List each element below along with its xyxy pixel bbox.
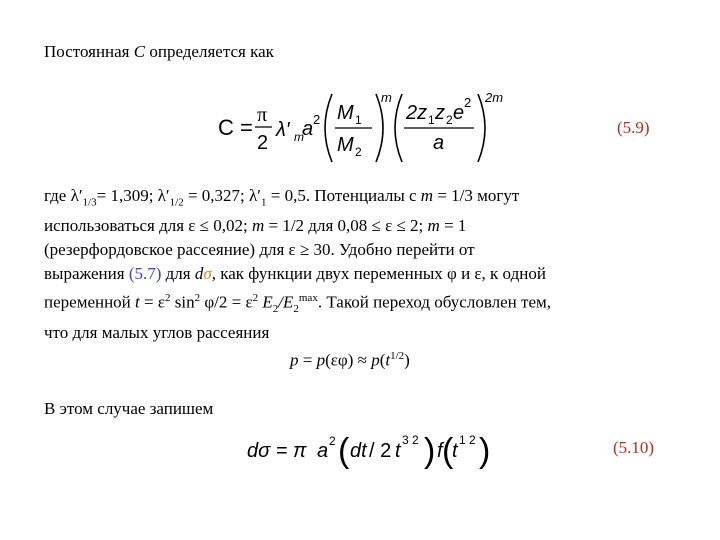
eq59-2m-exp: 2m bbox=[485, 90, 504, 105]
paragraph-line-6: что для малых углов рассеяния bbox=[44, 323, 270, 343]
eq59-z2-sub: 2 bbox=[446, 113, 453, 127]
paragraph-line-4 bbox=[44, 262, 684, 286]
eqp-p3: p bbox=[371, 350, 380, 370]
p5-E1: E bbox=[258, 293, 273, 313]
p4-sigma: σ bbox=[203, 264, 212, 284]
eqp-paren-open: ( bbox=[379, 350, 386, 370]
p5-sup-1: 2 bbox=[165, 292, 171, 305]
eq59-e-exp: 2 bbox=[464, 95, 472, 110]
eqp-exp: 1/2 bbox=[390, 350, 405, 362]
case-line: В этом случае запишем bbox=[44, 399, 214, 418]
p5-sup-3: 2 bbox=[252, 292, 259, 305]
eq59-m-exp: m bbox=[381, 90, 392, 105]
p5-text-1: переменной bbox=[44, 293, 136, 313]
p1-m: m bbox=[420, 186, 434, 205]
p4-text-1: выражения bbox=[44, 264, 129, 284]
p1-text-2: = 1,309; bbox=[96, 186, 158, 205]
eq59-paren-left-1 bbox=[325, 94, 332, 162]
eq59-e: e bbox=[453, 102, 465, 124]
eq510-t2: t bbox=[452, 440, 458, 462]
equation-5-9 bbox=[200, 86, 530, 164]
eq-number-5-9: (5.9) bbox=[617, 118, 650, 137]
eq59-pi: π bbox=[257, 104, 268, 126]
p2-m1: m bbox=[251, 216, 265, 236]
p2-text-2: = 1/2 для 0,08 ≤ ε ≤ 2; bbox=[264, 216, 428, 236]
eq510-t: t bbox=[395, 440, 401, 462]
p1-sub-2: 1/2 bbox=[169, 196, 184, 209]
p1-lambda-2: λ′ bbox=[157, 186, 170, 205]
p1-lambda-1: λ′ bbox=[70, 186, 83, 205]
eqp-p1: p bbox=[290, 350, 299, 370]
p1-text-4: = 0,5. Потенциалы с bbox=[266, 186, 421, 205]
p2-text-3: = 1 bbox=[439, 216, 467, 236]
eq59-2z: 2z bbox=[406, 102, 428, 124]
eq59-a-exp: 2 bbox=[313, 112, 321, 127]
eq59-paren-left-2 bbox=[395, 94, 402, 162]
eq59-lambda-sub: m bbox=[294, 130, 304, 144]
eq510-t2-exp: 1 2 bbox=[459, 433, 476, 447]
p5-sub-1: 2 bbox=[272, 303, 279, 316]
eq59-denom-a: a bbox=[433, 132, 445, 154]
equation-reference-link[interactable]: (5.7) bbox=[128, 264, 162, 284]
eq510-farg-close: ) bbox=[479, 432, 491, 470]
p5-text-3: sin bbox=[170, 293, 195, 313]
eq-number-5-10: (5.10) bbox=[613, 438, 655, 457]
eq59-paren-right-2 bbox=[478, 94, 485, 162]
eq510-paren-close: ) bbox=[424, 432, 436, 470]
heading-line bbox=[44, 40, 274, 64]
p5-text-4: φ/2 = ε bbox=[200, 293, 253, 313]
p5-text-5: . Такой переход обусловлен тем, bbox=[317, 293, 551, 313]
equation-p bbox=[290, 344, 410, 373]
main-paragraph bbox=[44, 184, 684, 345]
eqp-eq: = bbox=[298, 350, 317, 370]
p1-sub-3: 1 bbox=[260, 196, 267, 209]
p1-lambda-3: λ′ bbox=[249, 186, 261, 205]
eq510-a: a bbox=[317, 440, 329, 462]
paragraph-line-5 bbox=[44, 286, 684, 321]
eqp-t: t bbox=[385, 350, 391, 370]
paragraph-line-2 bbox=[44, 214, 684, 238]
eq510-lhs: dσ = π bbox=[247, 440, 307, 462]
p5-t: t bbox=[135, 293, 140, 313]
paragraph-line-3: (резерфордовское рассеяние) для ε ≥ 30. Удобно перейти от bbox=[44, 240, 475, 260]
eq59-M1-sub: 1 bbox=[355, 113, 362, 127]
p4-d: d bbox=[194, 264, 204, 284]
p1-text-3: = 0,327; bbox=[183, 186, 250, 205]
p5-E2: /E bbox=[278, 293, 294, 313]
p2-m2: m bbox=[427, 216, 440, 236]
paragraph-line-1 bbox=[44, 184, 684, 214]
p4-text-3: , как функции двух переменных φ и ε, к одной bbox=[211, 264, 546, 284]
p1-sub-1: 1/3 bbox=[82, 196, 97, 209]
p1-text-1: где bbox=[44, 186, 71, 205]
p5-sup-max: max bbox=[298, 292, 318, 305]
eq510-slash-2: / 2 bbox=[369, 440, 392, 462]
p5-text-2: = ε bbox=[139, 293, 166, 313]
eq510-farg-open: ( bbox=[442, 432, 454, 470]
eq510-f: f bbox=[437, 440, 443, 462]
p5-sub-2: 2 bbox=[293, 303, 299, 316]
eq59-M2: M bbox=[337, 134, 354, 156]
eq510-dt: dt bbox=[350, 440, 367, 462]
eqp-mid: (εφ) ≈ bbox=[325, 350, 372, 370]
eqp-paren-close: ) bbox=[404, 350, 410, 370]
p5-sup-2: 2 bbox=[194, 292, 201, 305]
eq510-paren-open: ( bbox=[338, 432, 350, 470]
heading-text: Постоянная bbox=[44, 42, 134, 61]
eq59-lambda: λ′ bbox=[276, 119, 290, 141]
heading-var: C bbox=[133, 42, 146, 61]
eq510-a-exp: 2 bbox=[329, 434, 336, 448]
eqp-p2: p bbox=[316, 350, 326, 370]
equation-5-10 bbox=[245, 424, 495, 472]
eq59-M2-sub: 2 bbox=[355, 145, 362, 159]
heading-text-end: определяется как bbox=[145, 42, 274, 61]
eq59-a: a bbox=[302, 118, 314, 140]
eq59-z1-sub: 1 bbox=[428, 113, 435, 127]
p4-text-2: для bbox=[161, 264, 195, 284]
eq59-lhs: C = bbox=[218, 115, 253, 140]
p1-text-5: = 1/3 могут bbox=[433, 186, 520, 205]
eq59-M1: M bbox=[337, 102, 354, 124]
eq59-two: 2 bbox=[257, 132, 269, 154]
eq510-t-exp: 3 2 bbox=[402, 433, 419, 447]
eq59-z2: z bbox=[435, 102, 445, 124]
p2-text-1: использоваться для ε ≤ 0,02; bbox=[44, 216, 252, 236]
